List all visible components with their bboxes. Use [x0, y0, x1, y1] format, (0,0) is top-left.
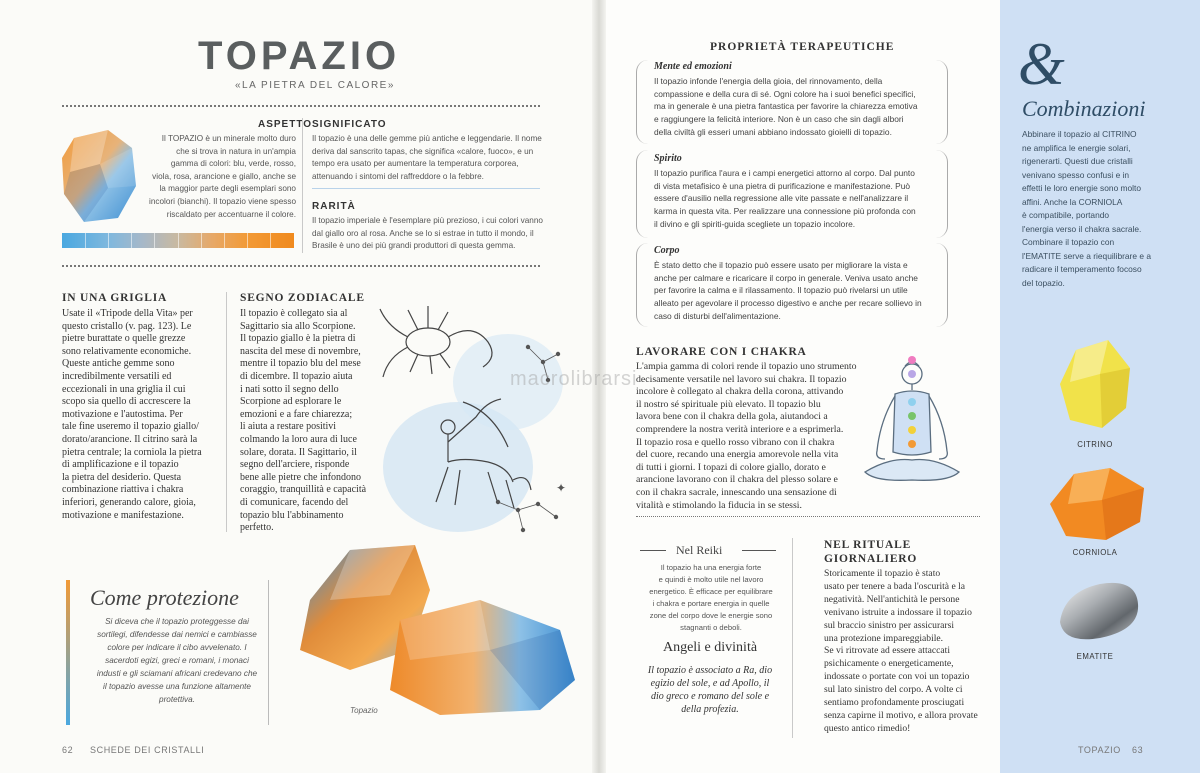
rituale-line: indossate o portate con voi un topazio — [824, 671, 970, 683]
aspetto-line: viola, rosa, arancione e giallo, anche se — [152, 171, 296, 181]
dotted-divider-right — [636, 516, 980, 517]
protezione-line: il topazio avesse una funzione altamente — [103, 682, 251, 691]
combinazioni-line: l'EMATITE serve a riequilibrare e a — [1022, 250, 1151, 261]
zodiaco-line: Sagittario sia allo Scorpione. — [240, 320, 356, 332]
rituale-line: psichicamente o energeticamente, — [824, 658, 954, 670]
griglia-text — [62, 308, 222, 522]
chakra-line: vitalità e stimolando la fiducia in se stessi. — [636, 499, 802, 511]
crown-chakra-dot — [908, 356, 916, 364]
proprieta-heading: PROPRIETÀ TERAPEUTICHE — [710, 41, 895, 53]
rituale-line: questo antico rimedio! — [824, 722, 911, 734]
rituale-text — [824, 568, 984, 736]
protezione-text — [84, 615, 270, 706]
spirito-line: karma in questa vita. Per realizzare una connessione più profonda con — [654, 206, 916, 217]
zodiaco-heading: SEGNO ZODIACALE — [240, 292, 365, 304]
chakra-line: arancione lavorano con il chakra del plesso solare e — [636, 474, 838, 486]
aspetto-line: che si trova in natura in un'ampia — [176, 146, 296, 156]
chakra-line: comprendere la nostra verità interiore e a esprimerla. — [636, 423, 844, 435]
griglia-line: eccezionali in una griglia il cui — [62, 383, 186, 395]
reiki-line: i chakra e portare energia in quelle — [652, 599, 770, 608]
zodiaco-line: Scorpione ad esplorare le — [240, 396, 342, 408]
rituale-line: sul braccio sinistro per assicurarsi — [824, 619, 955, 631]
rituale-line: Storicamente il topazio è stato — [824, 568, 941, 579]
corpo-line: anche per calmare e ricaricare il corpo in generale. Veniva usato anche — [654, 272, 918, 283]
zodiaco-line: mentre il topazio blu del mese — [240, 358, 361, 370]
raw-topaz-image — [60, 128, 138, 224]
reiki-line: energetico. È efficace per equilibrare — [649, 587, 773, 596]
corpo-line: caso di disturbi dell'alimentazione. — [654, 310, 781, 321]
griglia-line: questo cristallo (v. pag. 123). Le — [62, 320, 192, 332]
reiki-line: e quindi è molto utile nel lavoro — [658, 575, 764, 584]
throat-chakra-dot — [908, 398, 916, 406]
significato-line: deriva dal sanscrito tapas, che significa «calore, fuoco», e un — [312, 146, 534, 156]
zodiaco-line: Il topazio giallo è la pietra di — [240, 333, 356, 345]
mente-line: ma in generale è una pietra fantastica per favorire la chiarezza emotiva — [654, 101, 918, 112]
rituale-line: venivano istruite a indossare il topazio — [824, 606, 972, 618]
aspetto-line: la maggior parte degli esemplari sono — [159, 184, 296, 194]
combinazioni-text — [1022, 128, 1190, 290]
footer-section-left: SCHEDE DEI CRISTALLI — [90, 745, 205, 755]
dotted-divider-middle — [62, 265, 540, 267]
griglia-line: Usate il «Tripode della Vita» per — [62, 308, 193, 319]
protezione-heading: Come protezione — [90, 585, 239, 610]
zodiaco-line: topazio blu l'abbinamento — [240, 509, 344, 521]
mente-line: della civiltà gli esseri umani abbiano indossato gioielli di topazio. — [654, 126, 892, 137]
protezione-line: industi e gli sciamani africani credevano che — [96, 669, 258, 678]
mente-heading: Mente ed emozioni — [654, 61, 732, 72]
zodiaco-line: li aiuta a restare positivi — [240, 421, 337, 433]
aspetto-text — [144, 133, 296, 221]
griglia-line: pietre burattate o quelle grezze — [62, 333, 186, 345]
corpo-line: È stato detto che il topazio può essere usato per migliorare la vista e — [654, 260, 908, 270]
corpo-line: alleato per agevolare il processo digestivo e anche per recare sollievo in — [654, 298, 922, 309]
combinazioni-heading: Combinazioni — [1022, 96, 1146, 121]
chakra-line: con il chakra sacrale, innescando una sensazione di — [636, 486, 837, 498]
mente-line: e raggiungere la felicità interiore. Non è un caso che sin dagli albori — [654, 114, 904, 125]
reiki-heading: Nel Reiki — [676, 543, 723, 557]
zodiaco-text — [240, 308, 390, 535]
chakra-text — [636, 361, 876, 512]
ampersand-ornament: & — [1018, 31, 1065, 97]
rituale-heading — [824, 538, 917, 566]
griglia-line: dorato/arancione. Il citrino sarà la — [62, 433, 198, 445]
griglia-line: Queste antiche gemme sono — [62, 358, 175, 370]
topaz-crystals-photo — [290, 540, 580, 725]
rarita-line: Brasile è uno dei più grandi produttori di questa gemma. — [312, 241, 516, 251]
column-divider — [226, 292, 227, 532]
zodiac-illustration — [378, 292, 588, 542]
corpo-text — [654, 259, 944, 323]
griglia-line: motivazione e manifestazione. — [62, 509, 184, 521]
color-gradient-bar — [62, 233, 294, 248]
page-number-right: 63 — [1132, 745, 1144, 755]
significato-heading: SIGNIFICATO — [312, 119, 387, 130]
page-title: TOPAZIO — [198, 34, 401, 78]
aspetto-line: Il TOPAZIO è un minerale molto duro — [161, 134, 296, 143]
chakra-line: lavora bene con il chakra della gola, aiutandoci a — [636, 411, 828, 423]
spirito-line: di vista metafisico è una pietra di purificazione e manifestazione. Può — [654, 180, 911, 191]
angeli-line: Il topazio è associato a Ra, dio — [647, 665, 773, 676]
corpo-heading: Corpo — [654, 245, 680, 256]
significato-line: Il topazio è una delle gemme più antiche e leggendarie. Il nome — [312, 134, 542, 143]
combinazioni-line: del topazio. — [1022, 277, 1065, 288]
reiki-line: stagnanti o deboli. — [680, 623, 742, 632]
chakra-line: di tutti i giorni. I topazi di colore giallo, dorato e — [636, 461, 826, 473]
chakra-line: L'ampia gamma di colori rende il topazio uno strumento — [636, 361, 857, 372]
griglia-line: tale fine useremo il topazio giallo/ — [62, 421, 199, 433]
combinazioni-line: affini. Anche la CORNIOLA — [1022, 196, 1123, 207]
spirito-line: Il topazio purifica l'aura e i campi energetici attorno al corpo. Dal punto — [654, 168, 915, 178]
reiki-line: zone del corpo dove le energie sono — [649, 611, 773, 620]
column-divider — [792, 538, 793, 738]
chakra-line: il nostro sé spirituale più elevato. Il topazio blu — [636, 398, 821, 410]
dotted-divider-top — [62, 105, 540, 107]
rarita-line: dal giallo oro al rosa. Anche se lo si estrae in tutto il mondo, il — [312, 228, 534, 238]
column-divider — [302, 118, 303, 253]
combinazioni-line: ne amplifica le energie solari, — [1022, 142, 1131, 153]
griglia-line: combinazione riattiva i chakra — [62, 484, 184, 496]
combinazioni-line: Combinare il topazio con — [1022, 237, 1115, 247]
zodiaco-line: perfetto. — [240, 522, 274, 534]
heart-chakra-dot — [908, 412, 916, 420]
chakra-line: del cuore, recando una energia amorevole nella vita — [636, 449, 839, 461]
watermark: macrolibrarsi — [510, 368, 638, 390]
spirito-heading: Spirito — [654, 153, 682, 164]
combinazioni-line: rigenerarti. Questi due cristalli — [1022, 156, 1133, 166]
griglia-line: incredibilmente versatili ed — [62, 370, 172, 382]
aspetto-heading: ASPETTO — [258, 119, 313, 130]
griglia-line: sono relativamente economiche. — [62, 345, 192, 357]
protezione-line: sacerdoti egizi, greci e romani, i monaci — [105, 656, 249, 665]
aspetto-line: incolori (bianchi). Il topazio viene spesso — [149, 196, 296, 206]
mente-text — [654, 75, 944, 139]
combinazioni-line: effetti le loro energie sono molto — [1022, 183, 1142, 193]
zodiaco-line: bene alle pietre che infondono — [240, 471, 362, 483]
rituale-line: una protezione impareggiabile. — [824, 632, 944, 644]
mente-line: compassione e della cura di sé. Ogni colore ha i suoi benefici specifici, — [654, 88, 916, 99]
rarita-line: Il topazio imperiale è l'esemplare più prezioso, i cui colori vanno — [312, 216, 543, 225]
zodiaco-line: di comunicare, facendo del — [240, 496, 349, 508]
griglia-line: scopo sia quello di accrescere la — [62, 396, 191, 408]
combinazioni-line: Abbinare il topazio al CITRINO — [1022, 129, 1137, 139]
rituale-heading-line: NEL RITUALE — [824, 539, 912, 551]
protezione-line: Si diceva che il topazio proteggesse dai — [105, 617, 249, 626]
page-subtitle: «LA PIETRA DEL CALORE» — [235, 80, 395, 91]
zodiaco-line: colmando la loro aura di luce — [240, 433, 357, 445]
zodiaco-line: coraggio, tranquillità e capacità — [240, 484, 367, 496]
footer-section-right: TOPAZIO — [1078, 745, 1121, 755]
rituale-line: sentiamo profondamente prosciugati — [824, 697, 965, 709]
zodiaco-line: emozioni e a fare chiarezza; — [240, 408, 353, 420]
citrine-label: CITRINO — [1077, 440, 1113, 449]
significato-text — [312, 133, 550, 183]
zodiaco-line: di dicembre. Il topazio aiuta — [240, 370, 353, 382]
third-eye-chakra-dot — [908, 370, 916, 378]
rituale-line: senza capirne il motivo, e allora provate — [824, 709, 978, 721]
zodiaco-line: nascita del mese di novembre, — [240, 345, 361, 357]
carnelian-label: CORNIOLA — [1072, 548, 1118, 557]
combinazioni-line: radicare il temperamento focoso — [1022, 264, 1142, 274]
combinazioni-line: venivano spesso confusi e in — [1022, 169, 1130, 180]
significato-line: tempo era usato per aumentare la temperatura corporea, — [312, 159, 519, 169]
significato-line: attenuando i sintomi del raffreddore o la febbre. — [312, 171, 484, 181]
svg-text:✦: ✦ — [556, 481, 567, 495]
chakra-line: decisamente versatile nel lavoro sui chakra. Il topazio — [636, 373, 847, 385]
rituale-line: usato per tenere a bada l'oscurità e la — [824, 580, 966, 592]
spirito-line: il divino e gli spiriti-guida scegliete un topazio incolore. — [654, 218, 856, 229]
reiki-text — [642, 562, 780, 634]
meditating-figure-illustration — [855, 352, 970, 500]
griglia-line: pietra centrale; la corniola la pietra — [62, 446, 202, 458]
griglia-line: di amplificazione e il topazio — [62, 459, 179, 471]
reiki-rule-left — [640, 550, 666, 551]
aspetto-line: riscaldato per accentuarne il colore. — [166, 209, 296, 219]
rituale-line: Se vi ritrovate ad essere attaccati — [824, 645, 950, 657]
griglia-line: motivazione e l'autostima. Per — [62, 408, 183, 420]
combinazioni-line: è compatibile, portando — [1022, 210, 1110, 220]
angeli-text — [640, 664, 780, 716]
aspetto-line: gamma di colori: blu, verde, rosso, — [170, 159, 296, 169]
griglia-line: la pietra del desiderio. Questa — [62, 471, 182, 483]
chakra-line: Il topazio rosa e quello rosso vibrano con il chakra — [636, 436, 835, 448]
carnelian-stone-image — [1044, 464, 1150, 544]
angeli-line: della profezia. — [681, 704, 739, 715]
zodiaco-line: i nati sotto il segno dello — [240, 383, 339, 395]
zodiaco-line: segno dell'arciere, risponde — [240, 459, 350, 471]
chakra-line: incolore è collegato al chakra della corona, attivando — [636, 386, 844, 398]
rarita-text — [312, 215, 552, 253]
rituale-heading-line: GIORNALIERO — [824, 553, 918, 565]
reiki-rule-right — [742, 550, 776, 551]
mente-line: Il topazio infonde l'energia della gioia, del rinnovamento, della — [654, 76, 883, 86]
griglia-line: inferiori, generando calore, gioia, — [62, 496, 196, 508]
zodiaco-line: solare, dorata. Il Sagittario, il — [240, 446, 357, 458]
reiki-line: Il topazio ha una energia forte — [660, 563, 762, 572]
protection-accent-bar — [66, 580, 70, 725]
sacral-chakra-dot — [908, 440, 916, 448]
combinazioni-line: l'energia verso il chakra sacrale. — [1022, 223, 1142, 234]
protezione-line: sortilegi, difendesse dai nemici e cambiasse — [97, 630, 257, 639]
angeli-heading: Angeli e divinità — [662, 640, 758, 655]
protezione-line: colore per indicare il cibo avvelenato. I — [107, 643, 247, 652]
section-divider — [312, 188, 540, 189]
protezione-line: protettiva. — [159, 695, 195, 704]
hematite-label: EMATITE — [1076, 652, 1114, 661]
angeli-line: egizio del sole, e ad Apollo, il — [650, 678, 770, 689]
spirito-line: essere d'ausilio nella regressione alle vite passate e nell'analizzare il — [654, 193, 909, 204]
solar-plexus-chakra-dot — [908, 426, 916, 434]
rarita-heading: RARITÀ — [312, 201, 356, 212]
chakra-heading: LAVORARE CON I CHAKRA — [636, 346, 807, 358]
zodiaco-line: Il topazio è collegato sia al — [240, 308, 348, 319]
angeli-line: dio greco e romano del sole e — [650, 691, 770, 702]
image-caption: Topazio — [350, 706, 378, 715]
hematite-stone-image — [1052, 578, 1142, 644]
corpo-line: per favorire la calma e il rilassamento. Il topazio può rivelarsi un utile — [654, 285, 908, 296]
rituale-line: negatività. Nell'antichità le persone — [824, 593, 960, 605]
rituale-line: sul lato sinistro del corpo. A volte ci — [824, 684, 963, 696]
citrine-stone-image — [1056, 338, 1136, 430]
spirito-text — [654, 167, 944, 231]
griglia-heading: IN UNA GRIGLIA — [62, 292, 168, 304]
page-number-left: 62 — [62, 745, 74, 755]
